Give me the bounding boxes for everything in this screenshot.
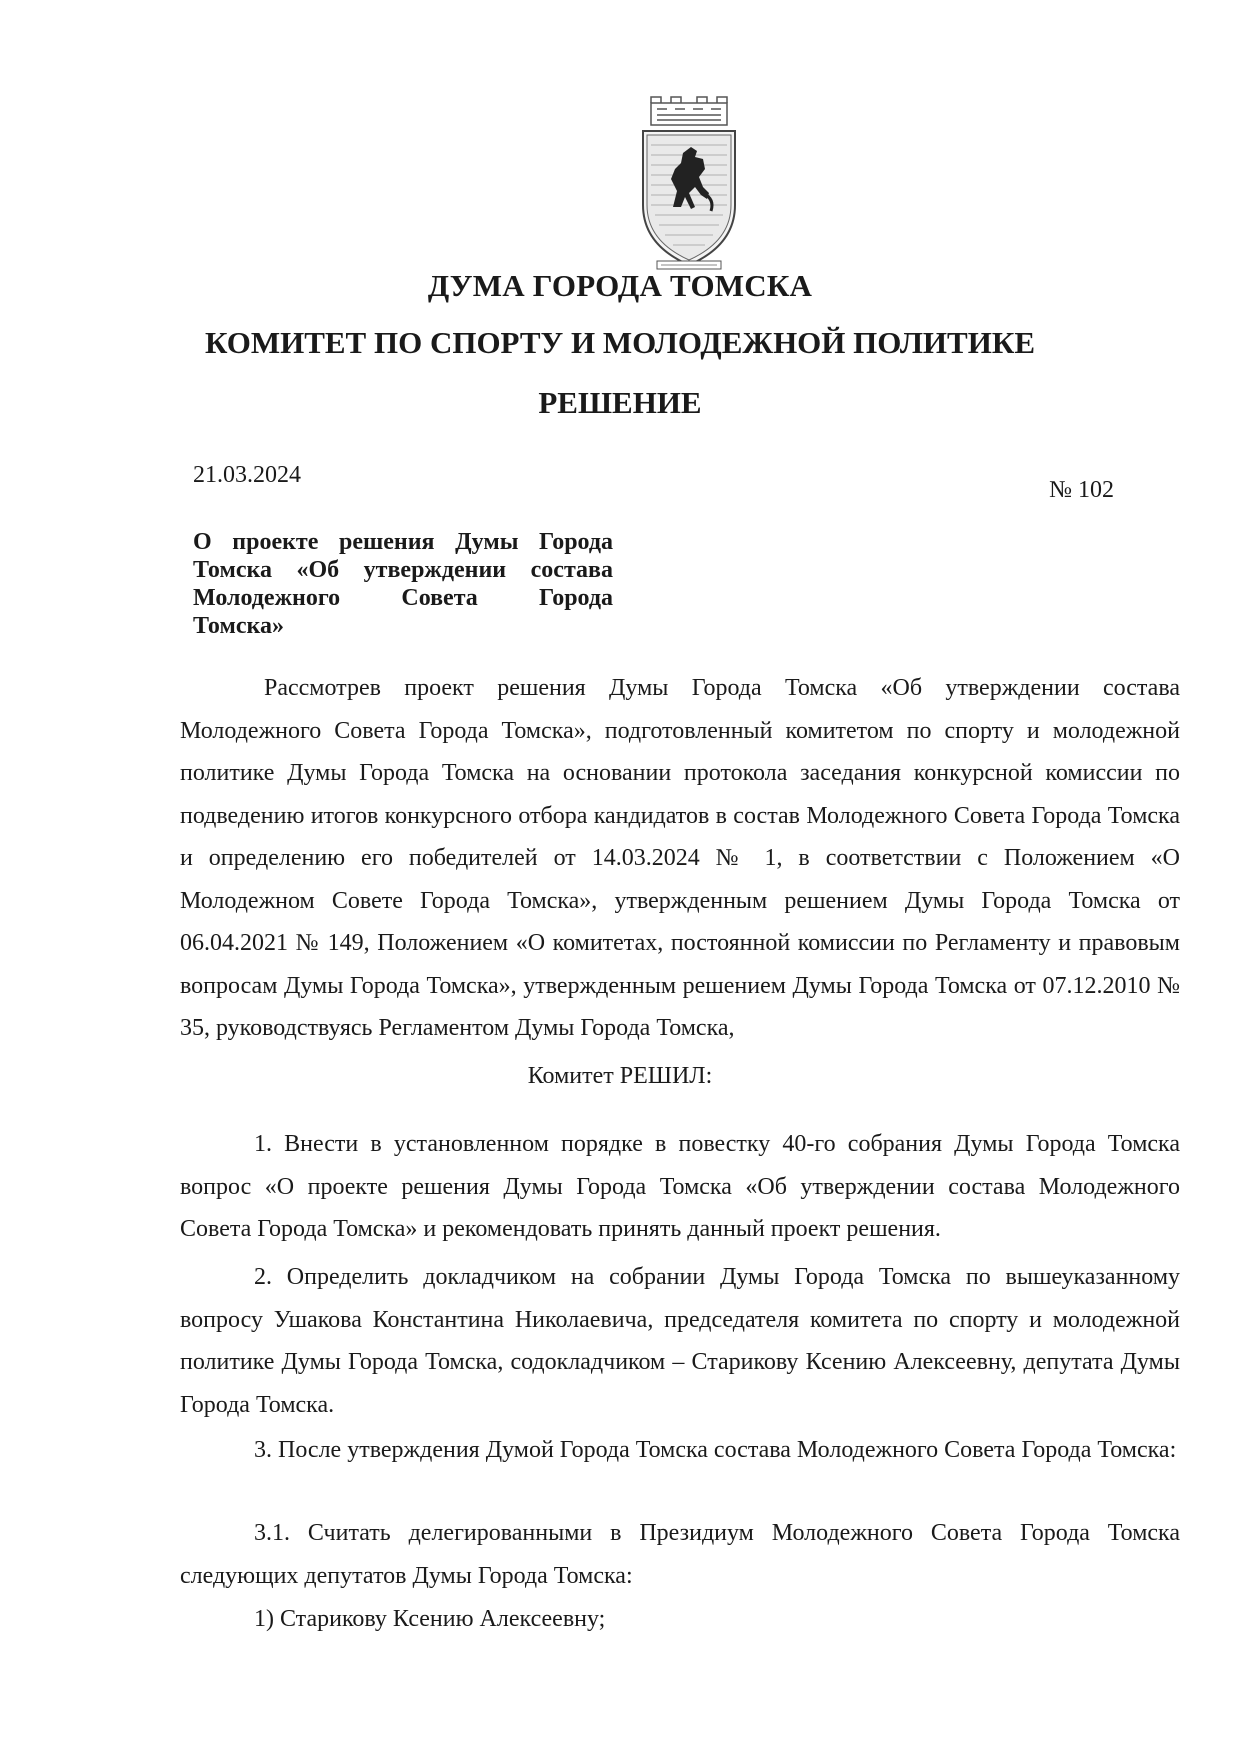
committee-title: КОМИТЕТ ПО СПОРТУ И МОЛОДЕЖНОЙ ПОЛИТИКЕ — [205, 325, 1035, 360]
tomsk-coat-of-arms-icon — [637, 95, 741, 271]
item-paragraph: 3. После утверждения Думой Города Томска состава Молодежного Совета Города Томска: — [254, 1437, 1177, 1463]
subject-line: О проекте решения Думы Города — [193, 529, 613, 555]
document-type: РЕШЕНИЕ — [538, 385, 702, 420]
item-paragraph: 2. Определить докладчиком на собрании Думы Города Томска по вышеуказанному вопросу Ушакова Константина Николаевича, председателя комитета по спорту и молодежной политике Думы Города Томска, содокладчиком – Старикову Ксению Алексеевну, депутата Думы Города Томска. — [180, 1264, 1180, 1418]
item-paragraph: 3.1. Считать делегированными в Президиум Молодежного Совета Города Томска следующих депутатов Думы Города Томска: — [180, 1520, 1180, 1589]
document-subject — [193, 528, 613, 640]
org-title: ДУМА ГОРОДА ТОМСКА — [427, 268, 813, 303]
subject-line: Томска» — [193, 613, 284, 639]
item-paragraph: 1. Внести в установленном порядке в повестку 40-го собрания Думы Города Томска вопрос «О проекте решения Думы Города Томска «Об утверждении состава Молодежного Совета Города Томска» и рекомендовать принять данный проект решения. — [180, 1131, 1180, 1242]
document-number: № 102 — [1049, 477, 1114, 503]
resolved-heading: Комитет РЕШИЛ: — [527, 1063, 713, 1089]
preamble-paragraph: Рассмотрев проект решения Думы Города Томска «Об утверждении состава Молодежного Совета Города Томска», подготовленный комитетом по спорту и молодежной политике Думы Города Томска на основании протокола заседания конкурсной комиссии по подведению итогов конкурсного отбора кандидатов в состав Молодежного Совета Города Томска и определению его победителей от 14.03.2024 № 1, в соответствии с Положением «О Молодежном Совете Города Томска», утвержденным решением Думы Города Томска от 06.04.2021 № 149, Положением «О комитетах, постоянной комиссии по Регламенту и правовым вопросам Думы Города Томска», утвержденным решением Думы Города Томска от 07.12.2010 № 35, руководствуясь Регламентом Думы Города Томска, — [180, 675, 1180, 1041]
subject-line: Молодежного Совета Города — [193, 585, 613, 611]
document-date: 21.03.2024 — [193, 462, 301, 488]
subject-line: Томска «Об утверждении состава — [193, 557, 613, 583]
item-paragraph: 1) Старикову Ксению Алексеевну; — [254, 1606, 606, 1632]
